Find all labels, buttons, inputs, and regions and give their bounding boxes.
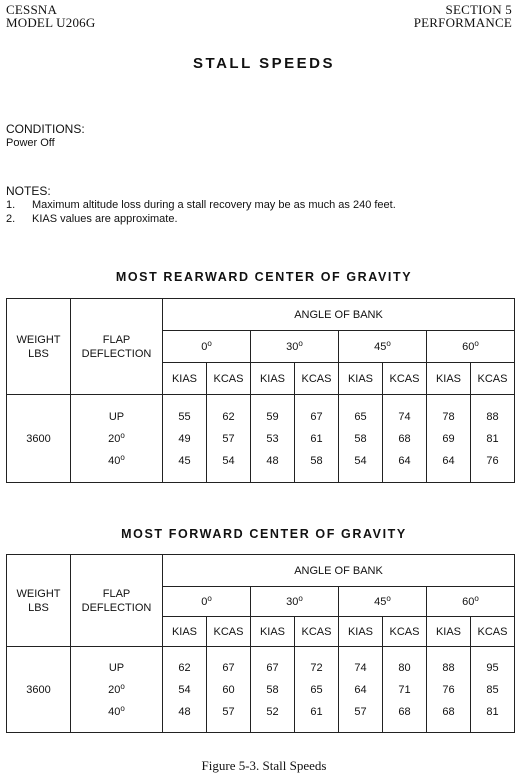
note-item xyxy=(6,212,396,226)
bank-0-kcas-col: 62 57 54 xyxy=(207,395,251,483)
note-number: 2. xyxy=(6,213,16,225)
bank-60-kcas-col: 88 81 76 xyxy=(471,395,515,483)
weight-value: 3600 xyxy=(7,395,71,483)
bank-45-kcas-col: 74 68 64 xyxy=(383,395,427,483)
notes-block xyxy=(6,184,396,226)
note-text: KIAS values are approximate. xyxy=(32,213,178,225)
conditions-heading: CONDITIONS: xyxy=(6,122,85,136)
flap-20: 20$^o$ xyxy=(108,681,125,696)
angle-of-bank-header: ANGLE OF BANK xyxy=(163,299,515,331)
figure-caption: Figure 5-3. Stall Speeds xyxy=(201,758,327,773)
bank-45-kias-col: 74 64 57 xyxy=(339,647,383,733)
rearward-cg-title: MOST REARWARD CENTER OF GRAVITY xyxy=(115,270,413,284)
bank-30-kcas-col: 67 61 58 xyxy=(295,395,339,483)
bank-30-header: 30$^o$ xyxy=(251,331,339,363)
bank-0-header: 0$^o$ xyxy=(163,331,251,363)
notes-heading: NOTES: xyxy=(6,184,51,198)
header-chapter: PERFORMANCE xyxy=(413,15,512,30)
kias-header: KIAS xyxy=(251,617,295,647)
kias-header: KIAS xyxy=(163,617,207,647)
bank-45-kcas-col: 80 71 68 xyxy=(383,647,427,733)
kias-header: KIAS xyxy=(427,617,471,647)
bank-60-kcas-col: 95 85 81 xyxy=(471,647,515,733)
conditions-text: Power Off xyxy=(6,137,55,149)
bank-0-kcas-col: 67 60 57 xyxy=(207,647,251,733)
bank-0-kias-col: 55 49 45 xyxy=(163,395,207,483)
forward-cg-title: MOST FORWARD CENTER OF GRAVITY xyxy=(121,527,407,541)
header-section: SECTION 5 xyxy=(445,2,512,17)
bank-30-kias-col: 59 53 48 xyxy=(251,395,295,483)
kcas-header: KCAS xyxy=(471,363,515,395)
weight-value: 3600 xyxy=(7,647,71,733)
header-manufacturer: CESSNA xyxy=(6,2,58,17)
kcas-header: KCAS xyxy=(383,617,427,647)
kcas-header: KCAS xyxy=(207,617,251,647)
kias-header: KIAS xyxy=(251,363,295,395)
angle-of-bank-header: ANGLE OF BANK xyxy=(163,555,515,587)
bank-60-header: 60$^o$ xyxy=(427,587,515,617)
header-right xyxy=(414,3,512,29)
kias-header: KIAS xyxy=(339,363,383,395)
flap-up: UP xyxy=(108,661,125,674)
rearward-cg-table xyxy=(6,298,515,483)
bank-0-header: 0$^o$ xyxy=(163,587,251,617)
flap-up: UP xyxy=(108,410,125,423)
bank-45-header: 45$^o$ xyxy=(339,331,427,363)
bank-30-kcas-col: 72 65 61 xyxy=(295,647,339,733)
weight-header: WEIGHT LBS xyxy=(7,299,71,395)
bank-30-kias-col: 67 58 52 xyxy=(251,647,295,733)
header-model: MODEL U206G xyxy=(6,15,96,30)
flap-values xyxy=(71,395,163,483)
kcas-header: KCAS xyxy=(207,363,251,395)
flap-40: 40$^o$ xyxy=(108,703,125,718)
kcas-header: KCAS xyxy=(471,617,515,647)
bank-60-header: 60$^o$ xyxy=(427,331,515,363)
bank-45-header: 45$^o$ xyxy=(339,587,427,617)
flap-values xyxy=(71,647,163,733)
bank-45-kias-col: 65 58 54 xyxy=(339,395,383,483)
note-text: Maximum altitude loss during a stall recovery may be as much as 240 feet. xyxy=(32,199,396,211)
bank-30-header: 30$^o$ xyxy=(251,587,339,617)
kcas-header: KCAS xyxy=(295,617,339,647)
note-number: 1. xyxy=(6,199,16,211)
bank-0-kias-col: 62 54 48 xyxy=(163,647,207,733)
flap-20: 20$^o$ xyxy=(108,430,125,445)
bank-60-kias-col: 78 69 64 xyxy=(427,395,471,483)
conditions-block xyxy=(6,122,85,150)
note-item xyxy=(6,198,396,212)
flap-40: 40$^o$ xyxy=(108,452,125,467)
flap-header: FLAP DEFLECTION xyxy=(71,299,163,395)
kias-header: KIAS xyxy=(163,363,207,395)
weight-header: WEIGHT LBS xyxy=(7,555,71,647)
kcas-header: KCAS xyxy=(295,363,339,395)
forward-cg-table xyxy=(6,554,515,733)
page-title: STALL SPEEDS xyxy=(193,55,335,72)
header-left xyxy=(6,3,95,29)
kias-header: KIAS xyxy=(339,617,383,647)
kcas-header: KCAS xyxy=(383,363,427,395)
kias-header: KIAS xyxy=(427,363,471,395)
bank-60-kias-col: 88 76 68 xyxy=(427,647,471,733)
flap-header: FLAP DEFLECTION xyxy=(71,555,163,647)
